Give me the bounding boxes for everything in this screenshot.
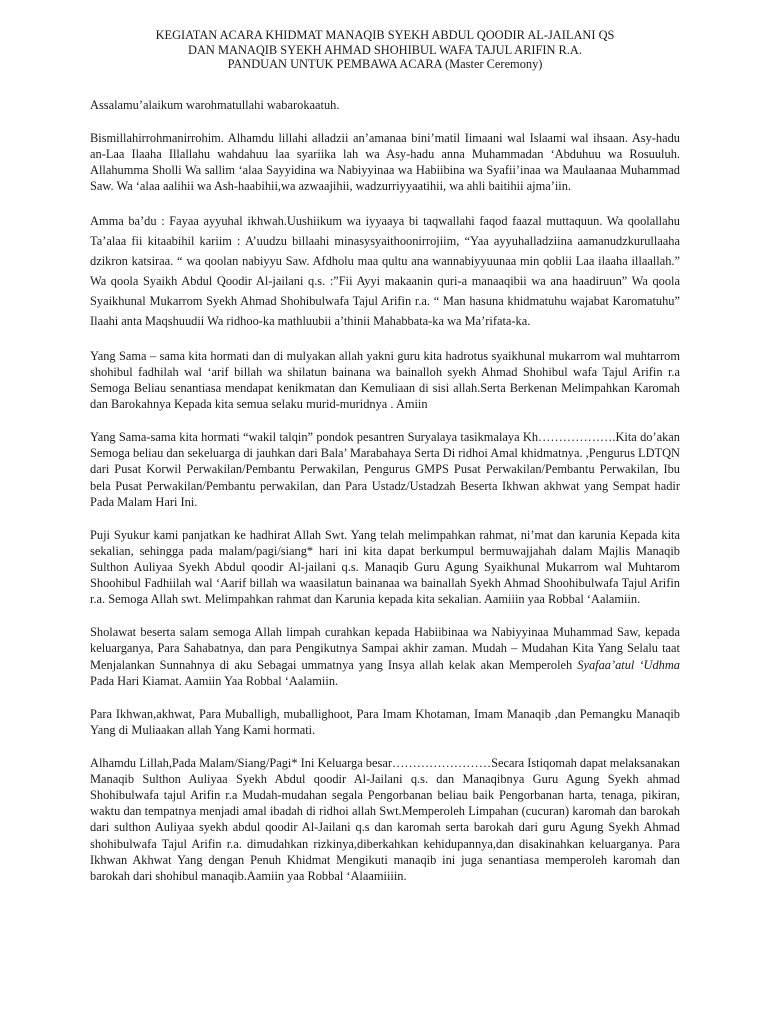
title-line-3: PANDUAN UNTUK PEMBAWA ACARA (Master Ceremony) (227, 57, 543, 72)
paragraph-alhamdulillah: Alhamdu Lillah,Pada Malam/Siang/Pagi* Ini Keluarga besar……………………Secara Istiqomah dapat melaksanakan Manaqib Sulthon Auliyaa Syekh Abdul qoodir Al-Jailani q.s. dan Manaqibnya Guru Agung Syekh ahmad Shohibulwafa tajul Arifin r.a Mudah-mudahan segala Pengorbanan beliau baik Pengorbanan harta, tenaga, pikiran, waktu dan tempatnya menjadi amal ibadah di ridhoi allah Swt.Memperoleh Limpahan (cucuran) karomah dan barokah dari sulthon Auliyaa syekh abdul qoodir Al-Jailani q.s dan karomah serta barokah dari guru Agung Syekh Ahmad shohibulwafa Tajul Arifin r.a. dimudahkan rizkinya,diberkahkan kehidupannya,dan disakinahkan keluarganya. Para Ikhwan Akhwat Yang dengan Penuh Khidmat Mengikuti manaqib ini juga senantiasa memperoleh karomah dan barokah dari shohibul manaqib.Aamiin yaa Robbal ‘Alaamiiiin. (90, 755, 680, 884)
sholawat-text-1: Sholawat beserta salam semoga Allah limpah curahkan kepada Habiibinaa wa Nabiyyinaa Muhammad Saw, kepada keluarganya, Para Sahabatnya, dan para Pengikutnya Sampai akhir zaman. Mudah – Mudahan Kita Yang Selalu taat Menjalankan Sunnahnya di aku Sebagai ummatnya yang Insya allah kelak akan Memperoleh (90, 625, 680, 672)
paragraph-sholawat (90, 624, 680, 689)
paragraph-honoring-guru: Yang Sama – sama kita hormati dan di mulyakan allah yakni guru kita hadrotus syaikhunal mukarrom wal muhtarrom shohibul fadhilah wal ‘arif billah wa shilatun bainana wa bainalloh syekh Ahmad Shohibul wafa Tajul Arifin r.a Semoga Beliau senantiasa mendapat kenikmatan dan Kemuliaan di sisi allah.Serta Berkenan Melimpahkan Karomah dan Barokahnya Kepada kita semua selaku murid-muridnya . Amiin (90, 348, 680, 412)
paragraph-honoring-guests: Yang Sama-sama kita hormati “wakil talqin” pondok pesantren Suryalaya tasikmalaya Kh……………….Kita do’akan Semoga beliau dan sekeluarga di jauhkan dari Bala’ Marabahaya Serta Di ridhoi Amal khidmatnya. ,Pengurus LDTQN dari Pusat Korwil Perwakilan/Pembantu Perwakilan, Pengurus GMPS Pusat Perwakilan/Pembantu Perwakilan, Ibu bela Pusat Perwakilan/Pembantu perwakilan, dan Para Ustadz/Ustadzah Beserta Ikhwan akhwat yang Sempat hadir Pada Malam Hari Ini. (90, 429, 680, 509)
paragraph-ikhwan-akhwat: Para Ikhwan,akhwat, Para Muballigh, muballighoot, Para Imam Khotaman, Imam Manaqib ,dan Pemangku Manaqib Yang di Muliaakan allah Yang Kami hormati. (90, 706, 680, 737)
sholawat-text-2: Pada Hari Kiamat. Aamiin Yaa Robbal ‘Aalamiin. (90, 673, 339, 688)
paragraph-opening: Bismillahirrohmanirrohim. Alhamdu lillahi alladzii an’amanaa bini’matil Iimaani wal Islaami wal ihsaan. Asy-hadu an-Laa Ilaaha Illallahu wahdahuu laa syariika lah wa Asy-hadu anna Muhammadan ‘Abduhuu wa Rosuuluh. Allahumma Sholli Wa sallim ‘alaa Sayyidina wa Nabiyyinaa wa Habiibina wa Syafii’inaa wa Maulaanaa Muhammad Saw. Wa ‘alaa aalihii wa Ash-haabihii,wa azwaajihii, wadzurriyyaatihii, wa ahli baitihii ajma’iin. (90, 130, 680, 194)
sholawat-italic-term: Syafaa’atul ‘Udhma (577, 657, 680, 672)
document-page (90, 28, 680, 901)
paragraph-greeting: Assalamu’alaikum warohmatullahi wabarokaatuh. (90, 97, 340, 112)
title-line-1: KEGIATAN ACARA KHIDMAT MANAQIB SYEKH ABDUL QOODIR AL-JAILANI QS (155, 28, 615, 42)
paragraph-gratitude: Puji Syukur kami panjatkan ke hadhirat Allah Swt. Yang telah melimpahkan rahmat, ni’mat dan karunia Kepada kita sekalian, sehingga pada malam/pagi/siang* hari ini kita dapat berkumpul bermuwajjahah dalam Majlis Manaqib Sulthon Auliyaa Syekh Abdul qoodir Al-jailani q.s. Manaqib Guru Agung Syaikhunal Mukarrom wal Muhtarom Shoohibul Fadhiilah wal ‘Aarif billah wa waasilatun bainanaa wa bainallah Syekh Ahmad Shoohibulwafa Tajul Arifin r.a. Semoga Allah swt. Melimpahkan rahmat dan Karunia kepada kita sekalian. Aamiiin yaa Robbal ‘Aalamiin. (90, 527, 680, 607)
document-title (90, 28, 680, 72)
paragraph-amma-badu: Amma ba’du : Fayaa ayyuhal ikhwah.Uushiikum wa iyyaaya bi taqwallahi faqod faazal muttaquun. Wa qoolallahu Ta’alaa fii kitaabihil kariim : A’uudzu billaahi minasysyaithoonirrojiim, “Yaa ayyuhalladziina aamanudzkurullaaha dzikron katsiraa. “ wa qoolan nabiyyu Saw. Afdholu maa qultu ana wannabiyyuunaa min qoblii Laa ilaaha illaallah.” Wa qoola Syaikh Abdul Qoodir Al-jailani q.s. :”Fii Ayyi makaanin quri-a manaaqibii wa ana haadiruun” Wa qoola Syaikhunal Mukarrom Syekh Ahmad Shohibulwafa Tajul Arifin r.a. “ Man hasuna khidmatuhu wajabat Karomatuhu” Ilaahi anta Maqshuudii Wa ridhoo-ka mathluubii a’thinii Mahabbata-ka wa Ma’rifata-ka. (90, 213, 680, 328)
title-line-2: DAN MANAQIB SYEKH AHMAD SHOHIBUL WAFA TAJUL ARIFIN R.A. (188, 42, 582, 57)
